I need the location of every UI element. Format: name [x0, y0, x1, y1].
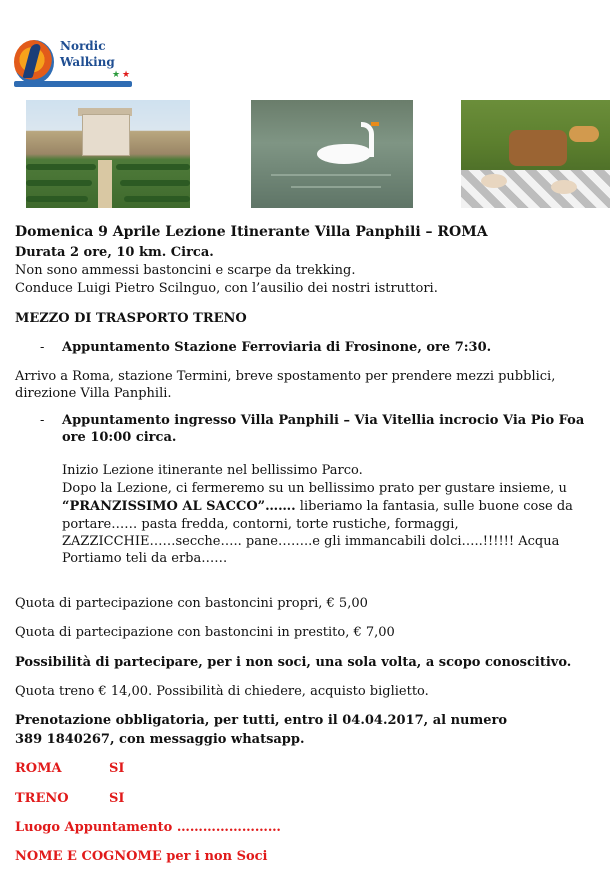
- meeting-frosinone: Appuntamento Stazione Ferroviaria di Frosinone, ore 7:30.: [62, 340, 492, 355]
- villa-photo: [26, 100, 190, 208]
- fee-loan-poles: Quota di partecipazione con bastoncini in prestito, € 7,00: [15, 625, 395, 640]
- roma-value: SI: [109, 761, 125, 776]
- booking-line-2: 389 1840267, con messaggio whatsapp.: [15, 732, 305, 747]
- event-note-1: Non sono ammessi bastoncini e scarpe da trekking.: [15, 263, 356, 278]
- bullet-dash: -: [40, 413, 45, 428]
- luogo-appuntamento: Luogo Appuntamento ……………………: [15, 820, 281, 835]
- details-line-1: Inizio Lezione itinerante nel bellissimo Parco.: [62, 463, 363, 478]
- details-line-5: ZAZZICCHIE……secche….. pane……..e gli immancabili dolci…..!!!!!! Acqua: [62, 534, 560, 549]
- nome-cognome: NOME E COGNOME per i non Soci: [15, 849, 268, 864]
- logo-line1: Nordic: [60, 39, 106, 53]
- non-members-note: Possibilità di partecipare, per i non soci, una sola volta, a scopo conoscitivo.: [15, 655, 572, 670]
- swan-photo: [251, 100, 413, 208]
- details-line-2: Dopo la Lezione, ci fermeremo su un bellissimo prato per gustare insieme, u: [62, 481, 567, 496]
- train-fee: Quota treno € 14,00. Possibilità di chiedere, acquisto biglietto.: [15, 684, 429, 699]
- booking-line-1: Prenotazione obbligatoria, per tutti, entro il 04.04.2017, al numero: [15, 713, 508, 728]
- nordic-walking-logo: [14, 38, 132, 90]
- details-line-6: Portiamo teli da erba……: [62, 551, 228, 566]
- event-note-2: Conduce Luigi Pietro Scilnguo, con l’ausilio dei nostri istruttori.: [15, 281, 438, 296]
- treno-label: TRENO: [15, 791, 69, 806]
- transport-heading: MEZZO DI TRASPORTO TRENO: [15, 311, 247, 326]
- arrival-line-1: Arrivo a Roma, stazione Termini, breve spostamento per prendere mezzi pubblici,: [15, 369, 556, 384]
- logo-line2: Walking: [60, 55, 115, 69]
- star-icon: ★: [112, 70, 121, 80]
- bullet-dash: -: [40, 340, 45, 355]
- meeting-villa-line-1: Appuntamento ingresso Villa Panphili – Via Vitellia incrocio Via Pio Foa: [62, 413, 585, 428]
- roma-label: ROMA: [15, 761, 62, 776]
- event-title: Domenica 9 Aprile Lezione Itinerante Villa Panphili – ROMA: [15, 224, 488, 240]
- pranzissimo-label: “PRANZISSIMO AL SACCO”…….: [62, 499, 296, 514]
- event-duration: Durata 2 ore, 10 km. Circa.: [15, 245, 214, 260]
- treno-value: SI: [109, 791, 125, 806]
- picnic-photo: [461, 100, 610, 208]
- details-line-3: “PRANZISSIMO AL SACCO”……. liberiamo la fantasia, sulle buone cose da: [62, 499, 573, 514]
- star-icon: ★: [122, 70, 131, 80]
- details-line-4: portare…… pasta fredda, contorni, torte rustiche, formaggi,: [62, 517, 459, 532]
- arrival-line-2: direzione Villa Panphili.: [15, 386, 172, 401]
- meeting-villa-line-2: ore 10:00 circa.: [62, 430, 177, 445]
- fee-own-poles: Quota di partecipazione con bastoncini propri, € 5,00: [15, 596, 368, 611]
